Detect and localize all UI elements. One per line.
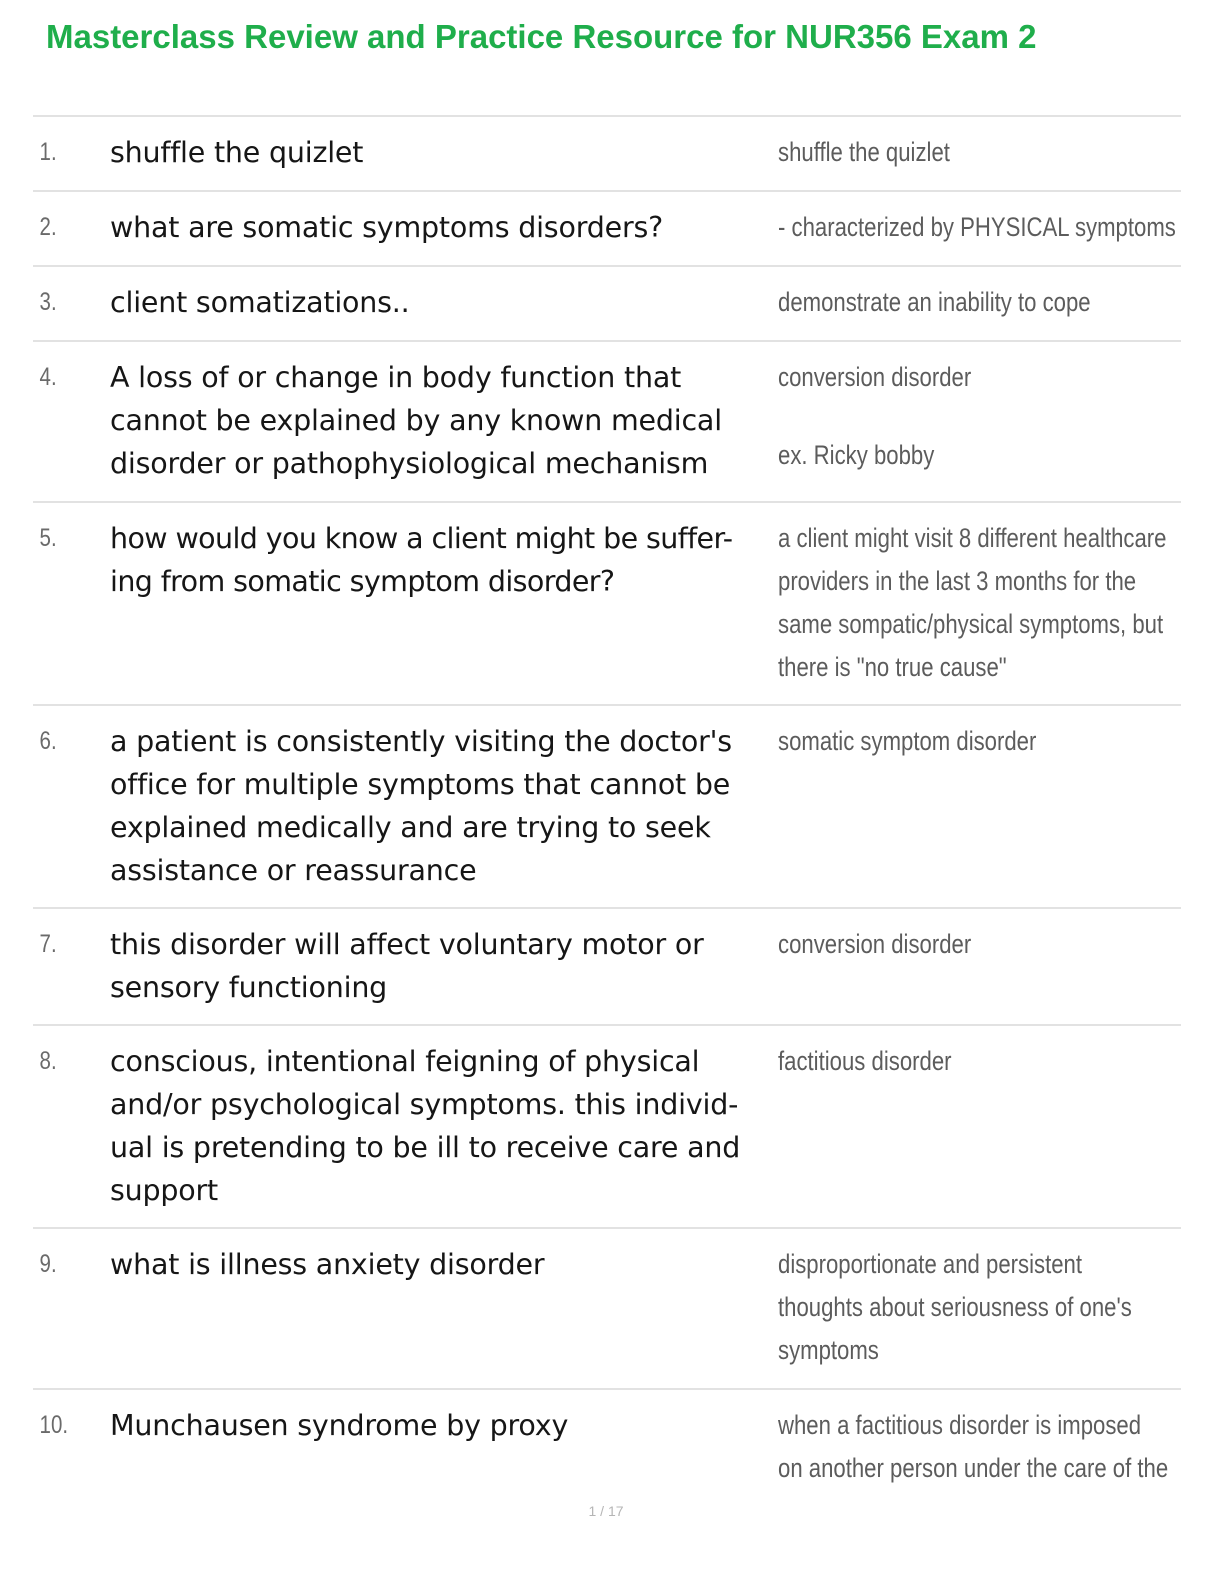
card-definition	[778, 517, 1167, 704]
card-definition	[778, 923, 1108, 1024]
flashcard-row	[33, 342, 1181, 503]
flashcard-row	[33, 503, 1181, 706]
definition-line: conversion disorder	[778, 929, 972, 959]
card-term: Munchausen syndrome by proxy	[110, 1409, 569, 1442]
definition-line: symptoms	[778, 1335, 879, 1365]
flashcard-row	[33, 1229, 1181, 1390]
card-number: 9.	[39, 1250, 57, 1278]
card-number: 6.	[39, 727, 57, 755]
flashcard-row	[33, 1390, 1181, 1494]
card-term: this disorder will affect voluntary motor or sensory functioning	[110, 928, 704, 1004]
flashcard-row	[33, 909, 1181, 1026]
card-number: 1.	[39, 138, 57, 166]
flashcard-row	[33, 706, 1181, 909]
card-term: shuffle the quizlet	[110, 136, 364, 169]
card-definition	[778, 281, 1108, 340]
card-term: how would you know a client might be suffer-ing from somatic symptom disorder?	[110, 522, 733, 598]
definition-line: shuffle the quizlet	[778, 137, 950, 167]
definition-line: demonstrate an inability to cope	[778, 287, 1091, 317]
card-definition	[778, 356, 1108, 501]
definition-line: - characterized by PHYSICAL symptoms	[778, 212, 1176, 242]
card-definition	[778, 1243, 1132, 1388]
definition-line: same sompatic/physical symptoms, but	[778, 609, 1164, 639]
card-term: client somatizations..	[110, 286, 410, 319]
card-number: 7.	[39, 930, 57, 958]
card-definition	[778, 720, 1108, 907]
flashcard-list	[33, 115, 1181, 1494]
card-definition	[778, 1404, 1169, 1494]
definition-line: conversion disorder	[778, 362, 972, 392]
definition-line: factitious disorder	[778, 1046, 952, 1076]
flashcard-row	[33, 267, 1181, 342]
definition-line: there is "no true cause"	[778, 652, 1007, 682]
definition-line: a client might visit 8 different healthcare	[778, 523, 1167, 553]
flashcard-row	[33, 1026, 1181, 1229]
card-number: 4.	[39, 363, 57, 391]
card-term: conscious, intentional feigning of physical and/or psychological symptoms. this individ-ual is pretending to be ill to receive care and support	[110, 1045, 741, 1207]
card-number: 3.	[39, 288, 57, 316]
card-definition	[778, 1040, 1108, 1227]
card-term: what is illness anxiety disorder	[110, 1248, 545, 1281]
card-definition	[778, 206, 1176, 265]
definition-line: ex. Ricky bobby	[778, 440, 935, 470]
card-number: 10.	[39, 1411, 69, 1439]
definition-line: disproportionate and persistent	[778, 1249, 1083, 1279]
definition-line: somatic symptom disorder	[778, 726, 1037, 756]
flashcard-row	[33, 192, 1181, 267]
definition-line: when a factitious disorder is imposed	[778, 1410, 1142, 1440]
definition-line: on another person under the care of the	[778, 1453, 1169, 1483]
document-title: Masterclass Review and Practice Resource for NUR356 Exam 2	[46, 18, 1037, 55]
definition-line: providers in the last 3 months for the	[778, 566, 1137, 596]
card-number: 8.	[39, 1047, 57, 1075]
card-definition	[778, 131, 1108, 190]
definition-line: thoughts about seriousness of one's	[778, 1292, 1132, 1322]
card-term: a patient is consistently visiting the doctor's office for multiple symptoms that cannot be explained medically and are trying to seek assistance or reassurance	[110, 725, 732, 887]
card-term: A loss of or change in body function that cannot be explained by any known medical disorder or pathophysiological mechanism	[110, 361, 722, 480]
card-number: 2.	[39, 213, 57, 241]
card-term: what are somatic symptoms disorders?	[110, 211, 664, 244]
card-number: 5.	[39, 524, 57, 552]
page-number: 1 / 17	[588, 1503, 624, 1519]
flashcard-row	[33, 117, 1181, 192]
